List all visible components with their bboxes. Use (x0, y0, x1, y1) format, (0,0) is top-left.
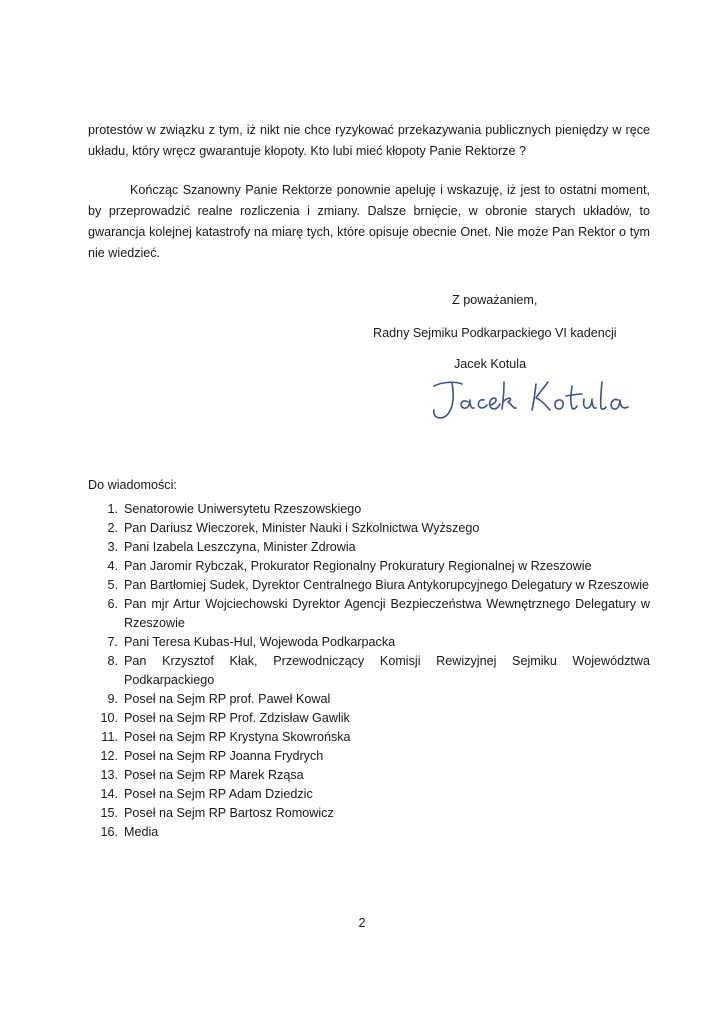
recipient-item (88, 500, 650, 519)
letter-paragraph-2: Kończąc Szanowny Panie Rektorze ponownie apeluję i wskazuję, iż jest to ostatni moment, by przeprowadzić realne rozliczenia i zmiany. Dalsze brnięcie, w obronie starych układów, to gwarancja kolejnej katastrofy na miarę tych, które opisuje obecnie Onet. Nie może Pan Rektor o tym nie wiedzieć. (88, 183, 650, 260)
recipient-number: 6. (107, 597, 118, 611)
recipient-item (88, 709, 650, 728)
recipient-number: 13. (100, 768, 118, 782)
sender-name: Jacek Kotula (454, 357, 527, 371)
recipient-text: Poseł na Sejm RP Krystyna Skowrońska (124, 730, 351, 744)
recipient-text: Senatorowie Uniwersytetu Rzeszowskiego (124, 502, 362, 516)
recipient-number: 4. (107, 559, 118, 573)
recipient-item (88, 747, 650, 766)
recipient-text: Pan Bartłomiej Sudek, Dyrektor Centralnego Biura Antykorupcyjnego Delegatury w Rzeszowie (124, 578, 649, 592)
recipient-text: Pani Izabela Leszczyna, Minister Zdrowia (124, 540, 356, 554)
recipient-text: Pan Jaromir Rybczak, Prokurator Regionalny Prokuratury Regionalnej w Rzeszowie (124, 559, 592, 573)
recipient-item (88, 785, 650, 804)
closing-regards: Z poważaniem, (452, 293, 538, 307)
recipient-item (88, 557, 650, 576)
recipients-title: Do wiadomości: (88, 478, 177, 492)
letter-paragraph-1: protestów w związku z tym, iż nikt nie chce ryzykować przekazywania publicznych pieniędzy w ręce układu, który wręcz gwarantuje kłopoty. Kto lubi mieć kłopoty Panie Rektorze ? (88, 123, 650, 158)
recipient-text: Pan Dariusz Wieczorek, Minister Nauki i Szkolnictwa Wyższego (124, 521, 480, 535)
recipient-number: 8. (107, 654, 118, 668)
recipient-item (88, 728, 650, 747)
recipient-number: 14. (100, 787, 118, 801)
recipient-item (88, 519, 650, 538)
recipient-item (88, 538, 650, 557)
recipient-item (88, 595, 650, 633)
recipient-number: 10. (100, 711, 118, 725)
recipients-list (88, 500, 650, 842)
recipient-item (88, 633, 650, 652)
sender-role: Radny Sejmiku Podkarpackiego VI kadencji (373, 326, 617, 340)
recipient-item (88, 823, 650, 842)
recipient-item (88, 766, 650, 785)
recipient-text: Poseł na Sejm RP Prof. Zdzisław Gawlik (124, 711, 350, 725)
recipient-text: Pan mjr Artur Wojciechowski Dyrektor Agencji Bezpieczeństwa Wewnętrznego Delegatury w Rzeszowie (124, 597, 650, 630)
recipient-number: 7. (107, 635, 118, 649)
handwritten-signature (424, 372, 634, 424)
recipient-text: Pan Krzysztof Kłak, Przewodniczący Komisji Rewizyjnej Sejmiku Województwa Podkarpackiego (124, 654, 650, 687)
recipient-number: 12. (100, 749, 118, 763)
recipient-number: 16. (100, 825, 118, 839)
recipient-text: Pani Teresa Kubas-Hul, Wojewoda Podkarpacka (124, 635, 396, 649)
recipient-text: Poseł na Sejm RP Joanna Frydrych (124, 749, 324, 763)
recipient-text: Poseł na Sejm RP prof. Paweł Kowal (124, 692, 331, 706)
recipient-item (88, 576, 650, 595)
recipient-text: Poseł na Sejm RP Marek Rząsa (124, 768, 304, 782)
recipient-item (88, 690, 650, 709)
recipient-number: 11. (101, 730, 118, 744)
recipient-number: 5. (107, 578, 118, 592)
recipient-number: 9. (107, 692, 118, 706)
recipient-number: 1. (107, 502, 118, 516)
page-number: 2 (358, 916, 366, 930)
recipient-number: 2. (107, 521, 118, 535)
recipient-text: Poseł na Sejm RP Bartosz Romowicz (124, 806, 334, 820)
recipient-number: 15. (100, 806, 118, 820)
recipient-number: 3. (107, 540, 118, 554)
recipient-item (88, 804, 650, 823)
recipient-text: Media (124, 825, 159, 839)
recipient-text: Poseł na Sejm RP Adam Dziedzic (124, 787, 313, 801)
recipient-item (88, 652, 650, 690)
